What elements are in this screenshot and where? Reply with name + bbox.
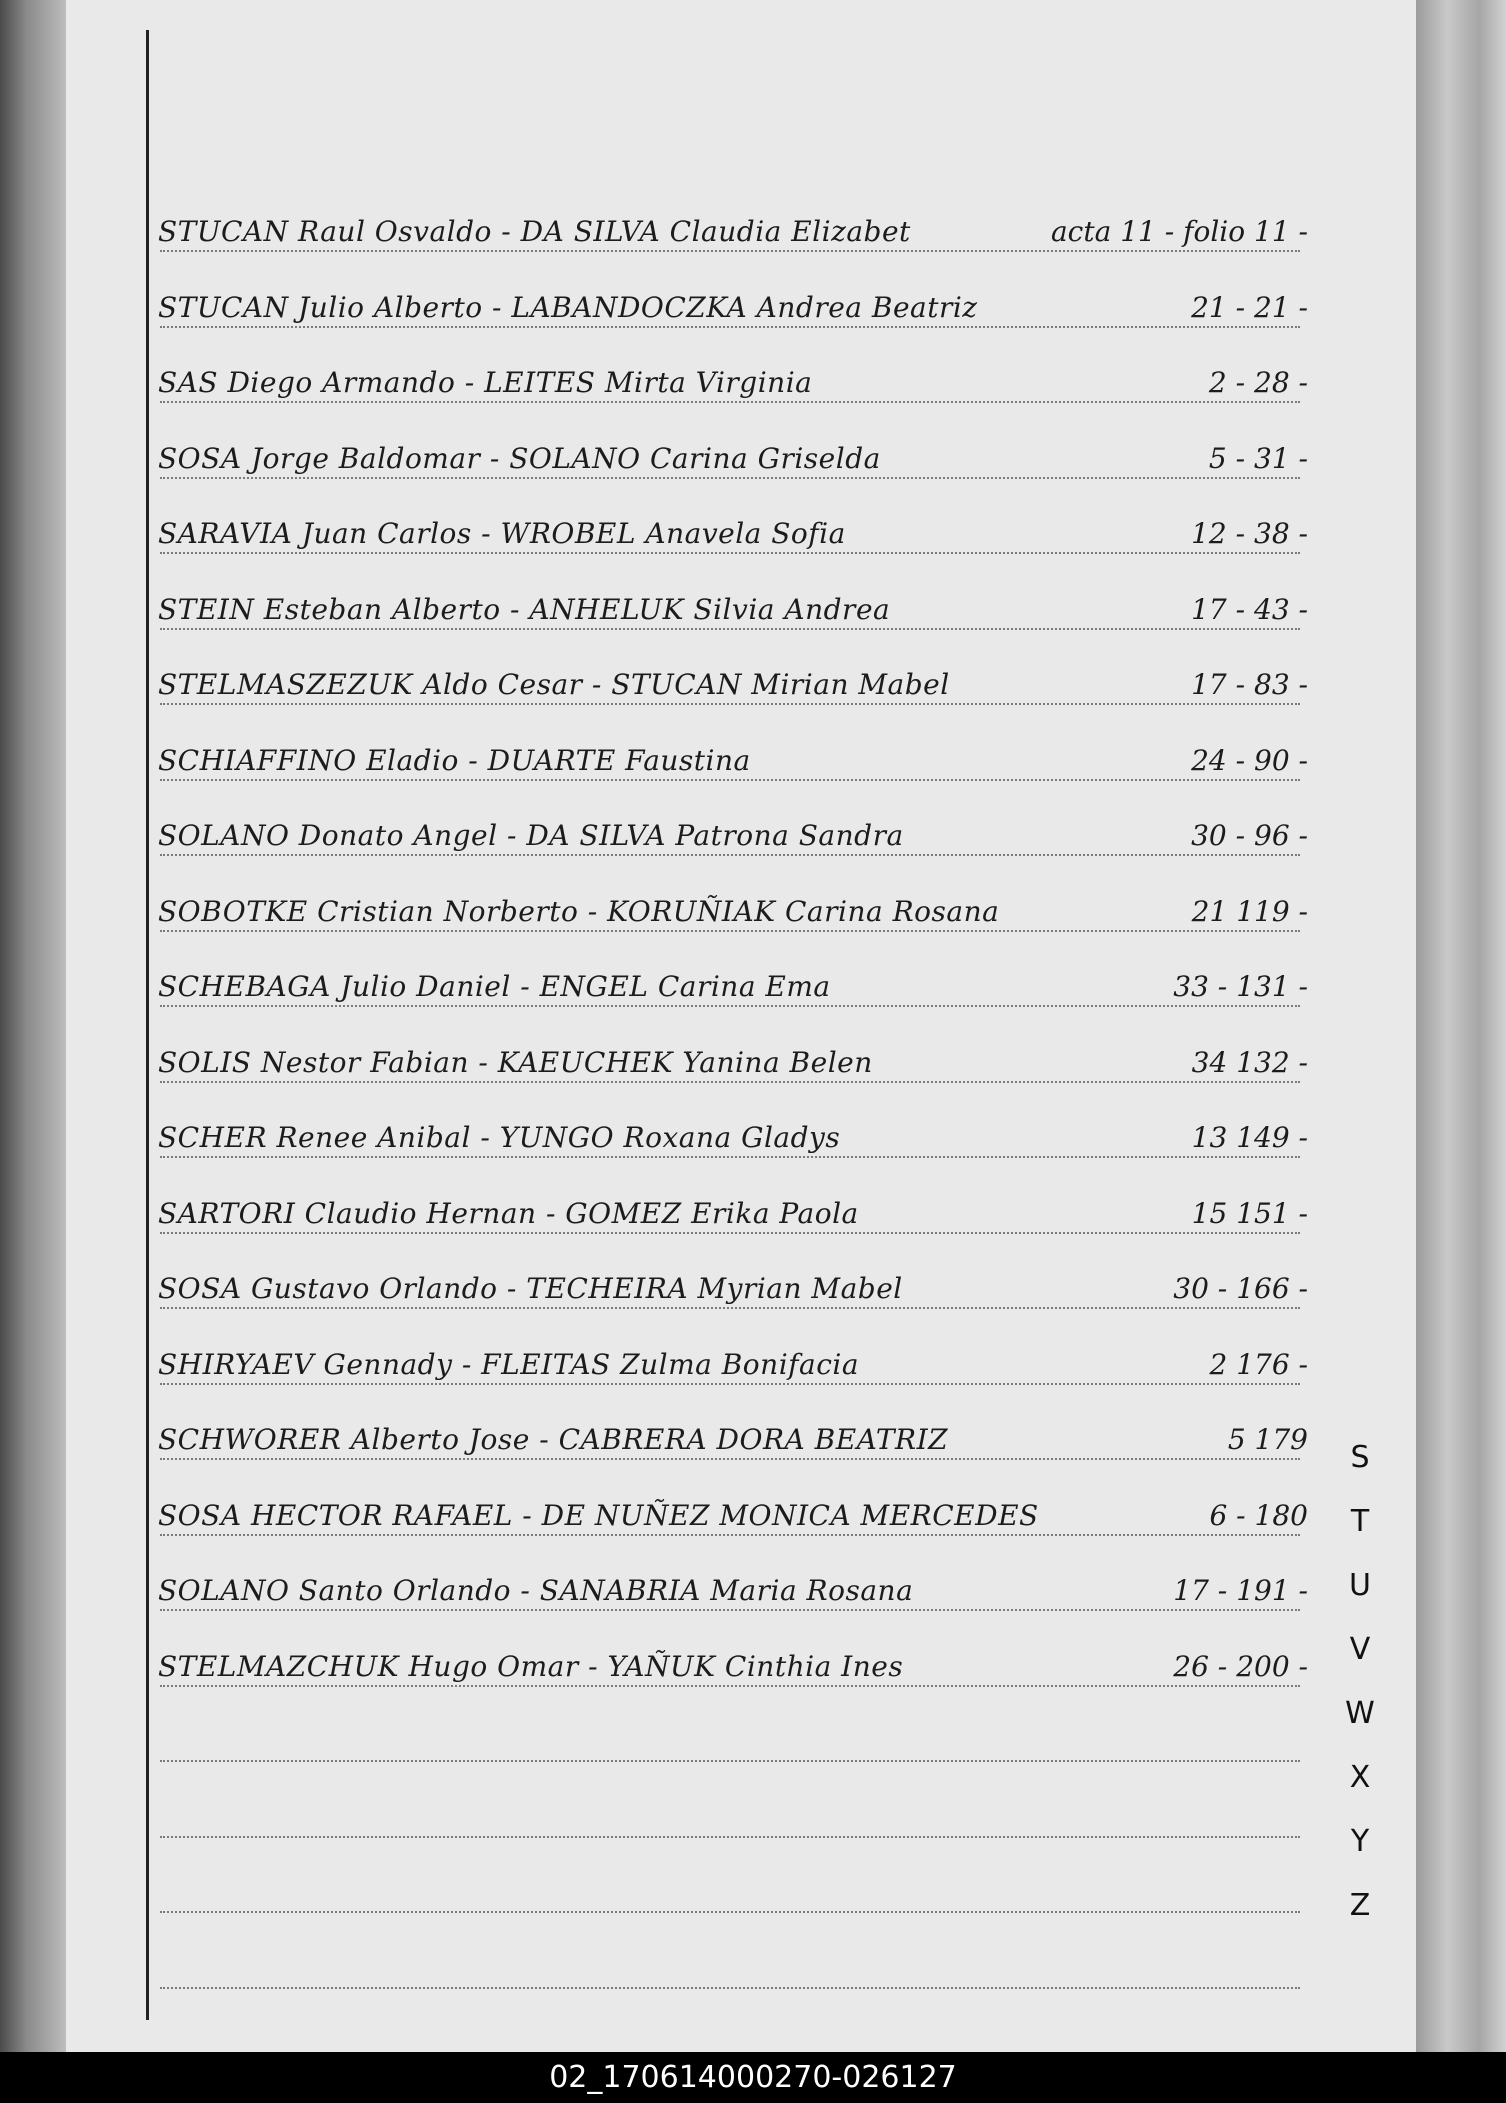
entry-folio: 21 - bbox=[1254, 291, 1308, 324]
ruled-line bbox=[160, 779, 1300, 781]
entry-acta: 13 bbox=[1191, 1121, 1228, 1154]
ruled-line bbox=[160, 703, 1300, 705]
register-entry bbox=[158, 884, 1308, 928]
entry-acta-folio bbox=[1181, 668, 1308, 701]
entry-acta-folio bbox=[1182, 895, 1308, 928]
register-entry bbox=[158, 657, 1308, 701]
entry-folio: 149 - bbox=[1236, 1121, 1308, 1154]
entry-acta: 34 bbox=[1191, 1046, 1228, 1079]
ruled-line bbox=[160, 1911, 1300, 1913]
index-tab-s[interactable]: S bbox=[1350, 1440, 1370, 1475]
entry-acta-folio bbox=[1199, 1348, 1308, 1381]
ruled-line bbox=[160, 477, 1300, 479]
left-page-edge bbox=[0, 0, 66, 2052]
ruled-line bbox=[160, 1232, 1300, 1234]
register-entry bbox=[158, 280, 1308, 324]
entry-folio: 83 - bbox=[1254, 668, 1308, 701]
entry-names: SOLIS Nestor Fabian - KAEUCHEK Yanina Belen bbox=[158, 1046, 873, 1079]
entry-acta-folio bbox=[1182, 1121, 1308, 1154]
entry-names: STELMASZEZUK Aldo Cesar - STUCAN Mirian Mabel bbox=[158, 668, 950, 701]
index-tab-t[interactable]: T bbox=[1350, 1504, 1370, 1539]
entry-acta: 2 - bbox=[1208, 366, 1246, 399]
ruled-line bbox=[160, 552, 1300, 554]
register-entry bbox=[158, 1563, 1308, 1607]
entry-acta-folio bbox=[1041, 215, 1308, 248]
entry-acta: 30 - bbox=[1191, 819, 1246, 852]
entry-names: SARTORI Claudio Hernan - GOMEZ Erika Paola bbox=[158, 1197, 859, 1230]
register-entry bbox=[158, 1412, 1308, 1456]
entry-names: STELMAZCHUK Hugo Omar - YAÑUK Cinthia Ines bbox=[158, 1650, 904, 1683]
register-entry bbox=[158, 582, 1308, 626]
entry-acta: 12 - bbox=[1191, 517, 1246, 550]
ruled-line bbox=[160, 1836, 1300, 1838]
ruled-line bbox=[160, 854, 1300, 856]
ruled-line bbox=[160, 1987, 1300, 1989]
register-entry bbox=[158, 1488, 1308, 1532]
entry-acta: 21 bbox=[1191, 895, 1228, 928]
ruled-line bbox=[160, 1156, 1300, 1158]
entry-names: SHIRYAEV Gennady - FLEITAS Zulma Bonifacia bbox=[158, 1348, 860, 1381]
register-entry bbox=[158, 1035, 1308, 1079]
index-tab-y[interactable]: Y bbox=[1350, 1824, 1370, 1859]
index-tab-v[interactable]: V bbox=[1349, 1632, 1371, 1667]
register-entry bbox=[158, 959, 1308, 1003]
entry-acta: 15 bbox=[1191, 1197, 1228, 1230]
entry-folio: 43 - bbox=[1254, 593, 1308, 626]
entry-acta-folio bbox=[1182, 1046, 1308, 1079]
entry-acta: 30 - bbox=[1173, 1272, 1228, 1305]
register-entry bbox=[158, 808, 1308, 852]
ruled-line bbox=[160, 401, 1300, 403]
entry-folio: 151 - bbox=[1236, 1197, 1308, 1230]
entry-acta-folio bbox=[1199, 366, 1308, 399]
entry-acta-folio bbox=[1163, 1650, 1308, 1683]
entry-folio: 132 - bbox=[1236, 1046, 1308, 1079]
entry-acta: 17 - bbox=[1191, 593, 1246, 626]
entry-acta-folio bbox=[1199, 1499, 1308, 1532]
ruled-line bbox=[160, 1685, 1300, 1687]
entry-acta-folio bbox=[1181, 744, 1308, 777]
entry-acta: 21 - bbox=[1191, 291, 1246, 324]
entry-names: SCHIAFFINO Eladio - DUARTE Faustina bbox=[158, 744, 751, 777]
entry-names: SCHWORER Alberto Jose - CABRERA DORA BEATRIZ bbox=[158, 1423, 949, 1456]
entry-names: SOSA Jorge Baldomar - SOLANO Carina Griselda bbox=[158, 442, 881, 475]
entry-acta: 26 - bbox=[1173, 1650, 1228, 1683]
entry-acta-folio bbox=[1181, 819, 1308, 852]
entry-folio: 191 - bbox=[1236, 1574, 1308, 1607]
register-entry bbox=[158, 1110, 1308, 1154]
entry-folio: 131 - bbox=[1236, 970, 1308, 1003]
ruled-line bbox=[160, 1383, 1300, 1385]
entry-folio: 31 - bbox=[1254, 442, 1308, 475]
ruled-line bbox=[160, 930, 1300, 932]
entry-names: SOBOTKE Cristian Norberto - KORUÑIAK Carina Rosana bbox=[158, 895, 1000, 928]
register-entry bbox=[158, 431, 1308, 475]
entry-acta-folio bbox=[1199, 442, 1308, 475]
entry-folio: 90 - bbox=[1254, 744, 1308, 777]
entry-acta: 5 bbox=[1227, 1423, 1246, 1456]
entry-acta: 33 - bbox=[1173, 970, 1228, 1003]
index-tab-x[interactable]: X bbox=[1349, 1760, 1371, 1795]
entry-names: SCHER Renee Anibal - YUNGO Roxana Gladys bbox=[158, 1121, 841, 1154]
ruled-line bbox=[160, 1609, 1300, 1611]
index-tab-w[interactable]: W bbox=[1345, 1696, 1375, 1731]
ruled-line bbox=[160, 1307, 1300, 1309]
entry-folio: folio 11 - bbox=[1183, 215, 1308, 248]
entry-acta: 2 bbox=[1209, 1348, 1228, 1381]
entry-acta: acta 11 - bbox=[1050, 215, 1175, 248]
entry-acta: 6 - bbox=[1209, 1499, 1246, 1532]
entry-folio: 200 - bbox=[1236, 1650, 1308, 1683]
ruled-line bbox=[160, 628, 1300, 630]
entry-names: SAS Diego Armando - LEITES Mirta Virginia bbox=[158, 366, 813, 399]
entry-names: STUCAN Raul Osvaldo - DA SILVA Claudia Elizabet bbox=[158, 215, 911, 248]
entry-acta: 5 - bbox=[1208, 442, 1246, 475]
entry-acta-folio bbox=[1182, 1197, 1308, 1230]
ruled-line bbox=[160, 1534, 1300, 1536]
ruled-line bbox=[160, 250, 1300, 252]
document-id-footer: 02_170614000270-026127 bbox=[0, 2052, 1506, 2103]
entry-folio: 180 bbox=[1254, 1499, 1308, 1532]
alphabet-index bbox=[1334, 1426, 1386, 1938]
entry-acta: 17 - bbox=[1191, 668, 1246, 701]
register-entry bbox=[158, 355, 1308, 399]
entry-acta-folio bbox=[1181, 291, 1308, 324]
register-entry bbox=[158, 733, 1308, 777]
entry-folio: 38 - bbox=[1254, 517, 1308, 550]
entry-folio: 179 bbox=[1254, 1423, 1308, 1456]
entry-names: SOLANO Santo Orlando - SANABRIA Maria Rosana bbox=[158, 1574, 914, 1607]
entry-folio: 28 - bbox=[1254, 366, 1308, 399]
margin-line bbox=[146, 30, 149, 2020]
index-tab-z[interactable]: Z bbox=[1349, 1888, 1371, 1923]
entry-acta-folio bbox=[1163, 1574, 1308, 1607]
entry-folio: 96 - bbox=[1254, 819, 1308, 852]
entry-acta-folio bbox=[1181, 593, 1308, 626]
ruled-line bbox=[160, 1760, 1300, 1762]
entry-acta-folio bbox=[1181, 517, 1308, 550]
ruled-line bbox=[160, 1081, 1300, 1083]
register-entry bbox=[158, 1337, 1308, 1381]
register-entry bbox=[158, 1639, 1308, 1683]
entry-names: SCHEBAGA Julio Daniel - ENGEL Carina Ema bbox=[158, 970, 831, 1003]
entry-names: SARAVIA Juan Carlos - WROBEL Anavela Sofia bbox=[158, 517, 846, 550]
register-entry bbox=[158, 204, 1308, 248]
ruled-line bbox=[160, 1458, 1300, 1460]
entry-names: SOSA HECTOR RAFAEL - DE NUÑEZ MONICA MERCEDES bbox=[158, 1499, 1039, 1532]
entry-acta-folio bbox=[1163, 1272, 1308, 1305]
index-tab-u[interactable]: U bbox=[1349, 1568, 1371, 1603]
register-entry bbox=[158, 506, 1308, 550]
entry-names: STUCAN Julio Alberto - LABANDOCZKA Andrea Beatriz bbox=[158, 291, 978, 324]
register-entry bbox=[158, 1261, 1308, 1305]
ruled-line bbox=[160, 326, 1300, 328]
register-entry bbox=[158, 1186, 1308, 1230]
entry-names: SOLANO Donato Angel - DA SILVA Patrona Sandra bbox=[158, 819, 904, 852]
entry-acta: 24 - bbox=[1191, 744, 1246, 777]
entry-names: STEIN Esteban Alberto - ANHELUK Silvia Andrea bbox=[158, 593, 891, 626]
entry-acta-folio bbox=[1218, 1423, 1308, 1456]
entry-folio: 176 - bbox=[1236, 1348, 1308, 1381]
entry-folio: 166 - bbox=[1236, 1272, 1308, 1305]
entry-acta: 17 - bbox=[1173, 1574, 1228, 1607]
entry-names: SOSA Gustavo Orlando - TECHEIRA Myrian Mabel bbox=[158, 1272, 903, 1305]
entry-acta-folio bbox=[1163, 970, 1308, 1003]
entry-folio: 119 - bbox=[1236, 895, 1308, 928]
index-tab-strip bbox=[1416, 0, 1506, 2052]
ruled-line bbox=[160, 1005, 1300, 1007]
